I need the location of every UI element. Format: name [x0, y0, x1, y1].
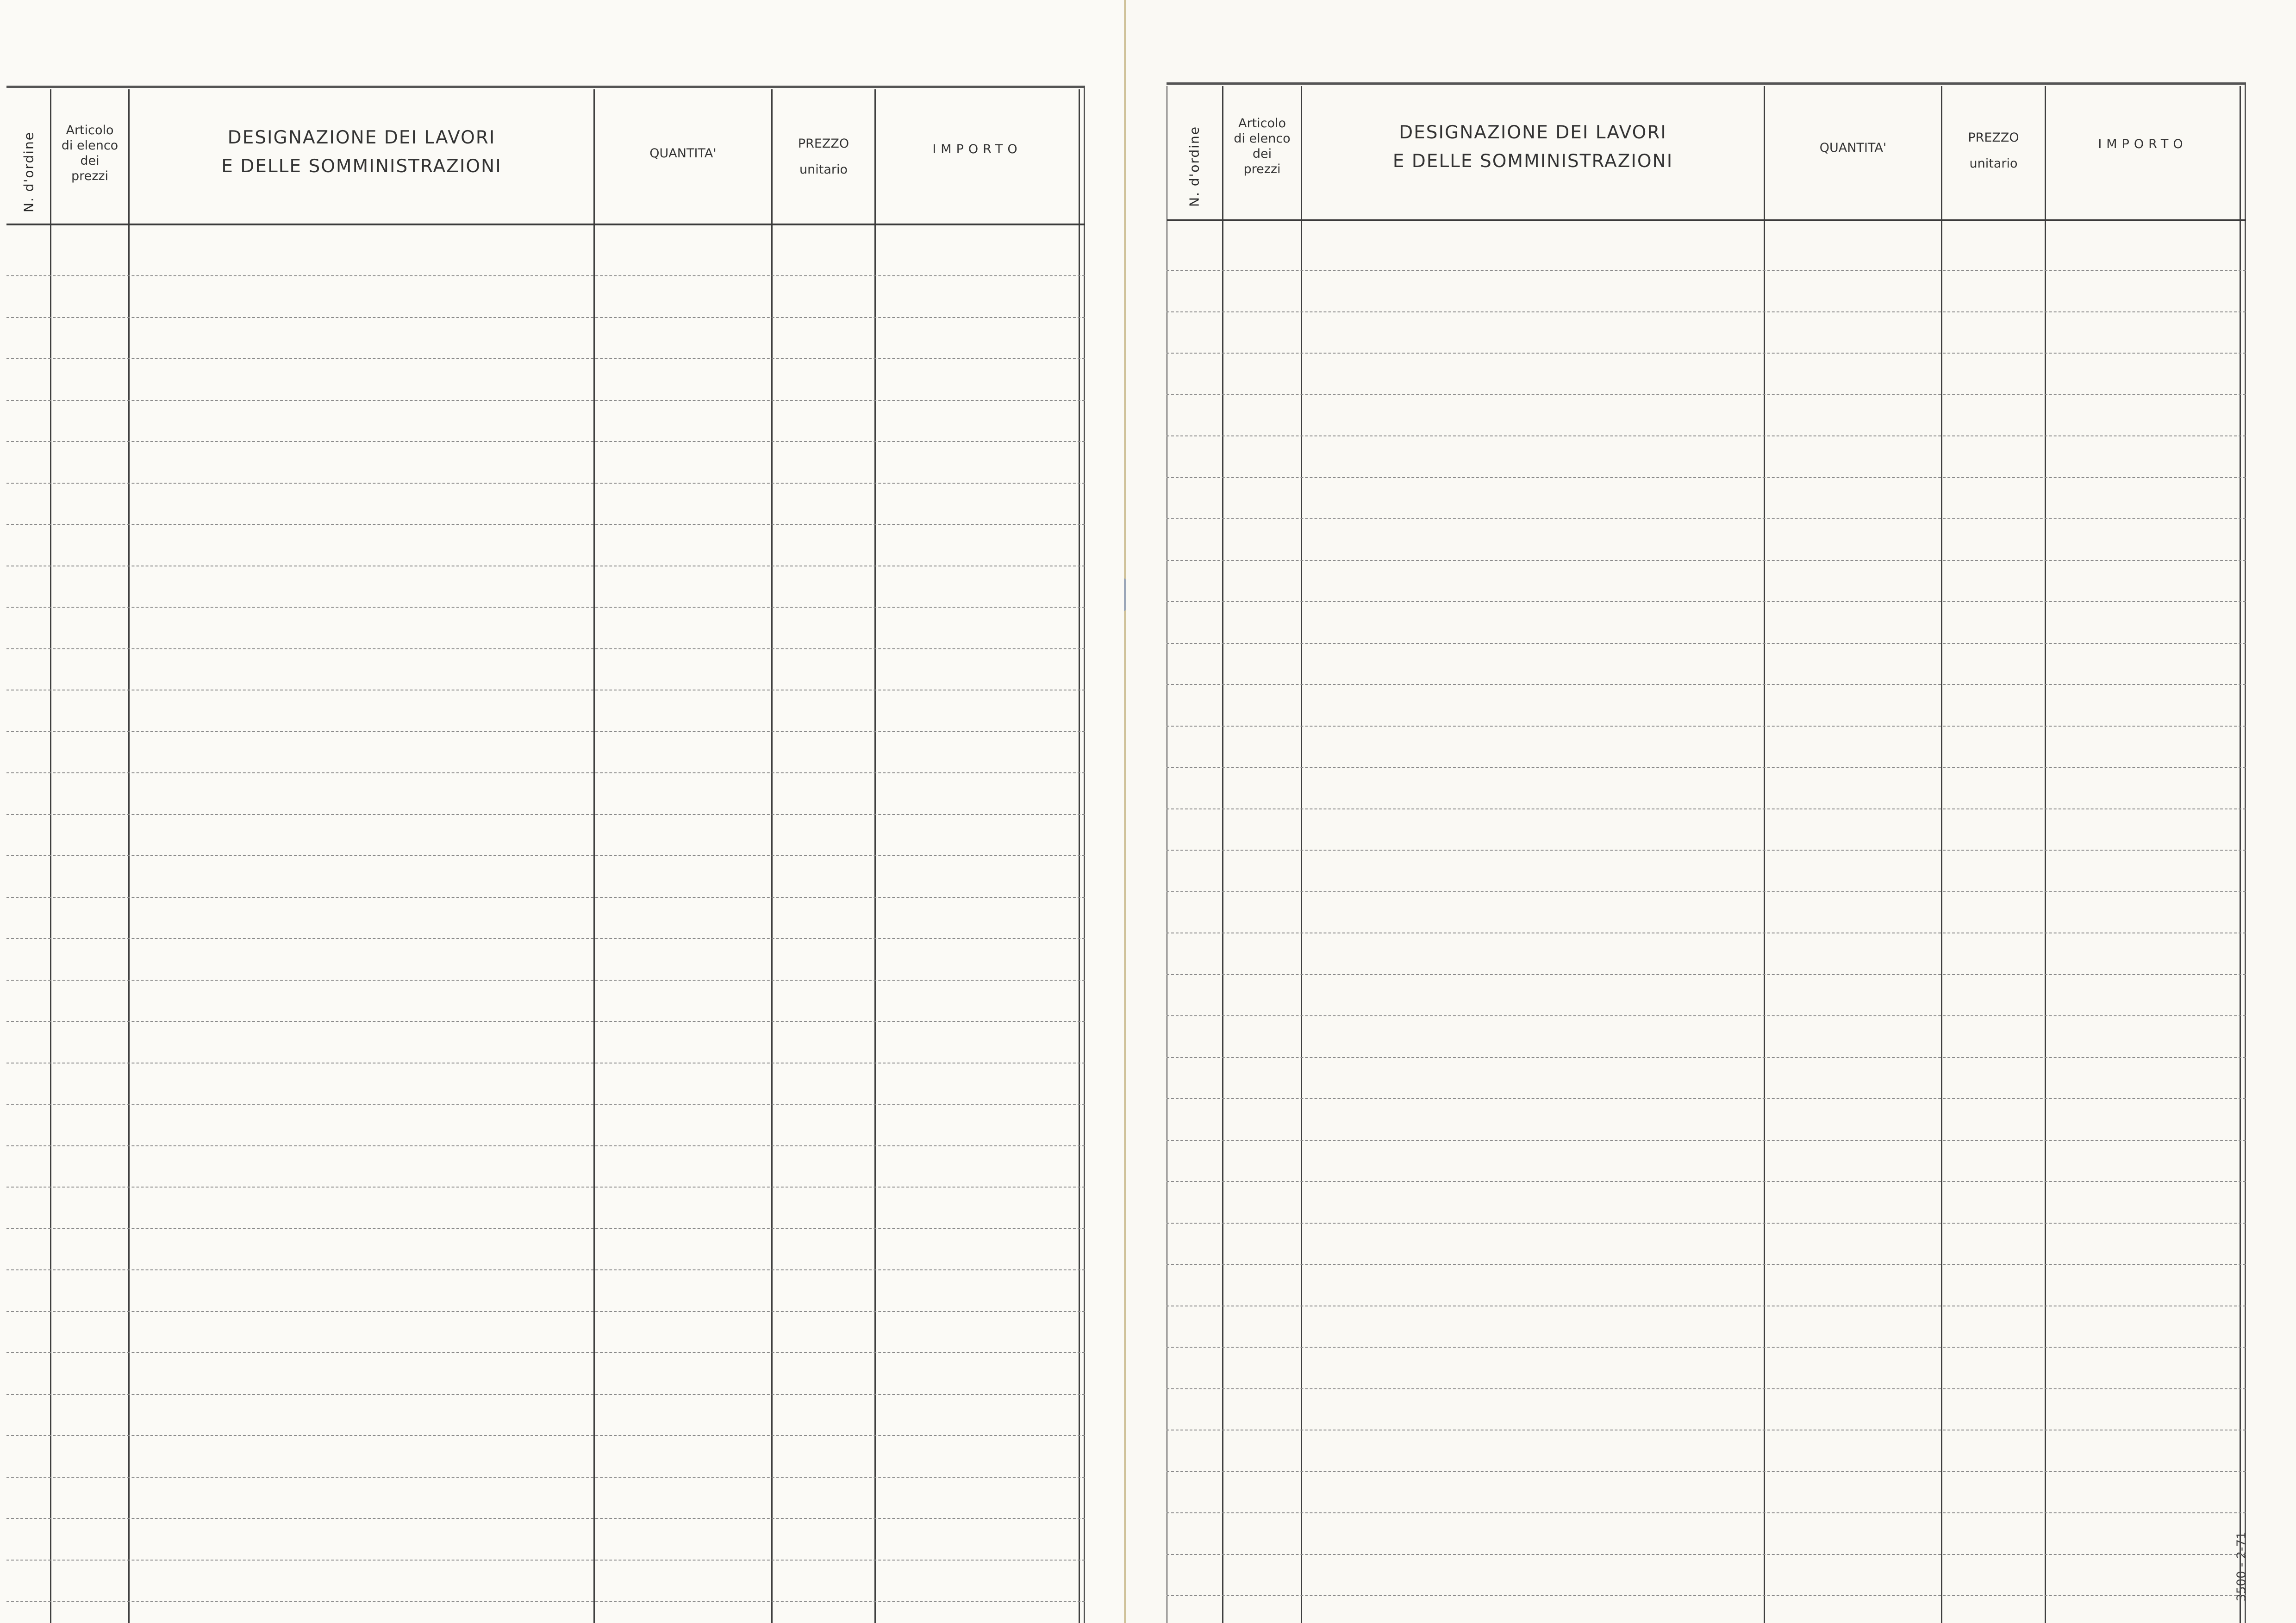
row-rule — [6, 980, 1085, 981]
header-quantita: QUANTITA' — [649, 146, 717, 161]
header-prezzo-line: unitario — [799, 162, 848, 177]
row-rule — [6, 855, 1085, 856]
header-articolo-line: dei — [80, 154, 100, 168]
row-rule — [6, 275, 1085, 276]
ledger-table — [1167, 82, 2246, 1623]
column-divider-quantita — [1941, 86, 1942, 1623]
row-rule — [6, 441, 1085, 442]
row-rule — [6, 1021, 1085, 1022]
column-divider-numero — [50, 89, 51, 1623]
row-rule — [6, 1352, 1085, 1353]
row-rule — [1167, 1347, 2246, 1348]
header-designazione — [1302, 118, 1764, 176]
header-prezzo — [1942, 125, 2045, 177]
row-rule — [6, 1228, 1085, 1229]
row-rule — [6, 1601, 1085, 1602]
header-articolo-line: Articolo — [1238, 116, 1286, 131]
row-rule — [6, 1311, 1085, 1312]
header-numero-ordine: N. d'ordine — [21, 131, 37, 212]
column-divider-quantita — [771, 89, 773, 1623]
row-rule — [1167, 1223, 2246, 1224]
row-rule — [1167, 1512, 2246, 1513]
row-rule — [1167, 1098, 2246, 1099]
header-designazione-line: DESIGNAZIONE DEI LAVORI — [227, 127, 496, 148]
header-importo: IMPORTO — [932, 142, 1022, 156]
row-rule — [6, 1435, 1085, 1436]
header-articolo — [51, 123, 128, 184]
right-page — [1126, 0, 2296, 1623]
row-rule — [1167, 1264, 2246, 1265]
row-rule — [6, 400, 1085, 401]
row-rule — [1167, 684, 2246, 685]
header-articolo-line: di elenco — [1234, 131, 1291, 146]
header-articolo-line: prezzi — [1243, 162, 1281, 176]
row-rule — [1167, 726, 2246, 727]
header-bottom-rule — [6, 224, 1085, 225]
header-designazione — [130, 124, 593, 181]
header-designazione-line: DESIGNAZIONE DEI LAVORI — [1399, 122, 1667, 143]
header-articolo-line: Articolo — [66, 123, 114, 137]
form-code: 3500 - 2-71 — [2234, 1531, 2249, 1602]
header-articolo — [1223, 116, 1301, 177]
column-divider-importo — [2240, 86, 2241, 1623]
column-divider-numero — [1222, 86, 1223, 1623]
row-rule — [1167, 1388, 2246, 1389]
ledger-table — [6, 86, 1085, 1623]
row-rule — [6, 1187, 1085, 1188]
header-articolo-line: dei — [1252, 147, 1272, 161]
header-designazione-line: E DELLE SOMMINISTRAZIONI — [1392, 151, 1673, 172]
row-rule — [1167, 270, 2246, 271]
header-importo: IMPORTO — [2098, 137, 2188, 151]
row-rule — [6, 1269, 1085, 1270]
row-rule — [1167, 435, 2246, 436]
header-prezzo-line: unitario — [1969, 156, 2018, 171]
row-rule — [6, 1518, 1085, 1519]
table-right-border — [2245, 82, 2246, 1623]
row-rule — [1167, 394, 2246, 395]
row-rule — [6, 483, 1085, 484]
row-rule — [6, 1145, 1085, 1146]
row-rule — [6, 1104, 1085, 1105]
column-divider-importo — [1079, 89, 1080, 1623]
row-rule — [1167, 311, 2246, 312]
table-top-border — [6, 86, 1085, 88]
row-rule — [1167, 353, 2246, 354]
row-rule — [6, 358, 1085, 359]
row-rule — [1167, 477, 2246, 478]
table-right-border — [1084, 86, 1085, 1623]
row-rule — [1167, 974, 2246, 975]
row-rule — [6, 1394, 1085, 1395]
header-designazione-line: E DELLE SOMMINISTRAZIONI — [221, 156, 502, 177]
row-rule — [1167, 601, 2246, 602]
row-rule — [6, 772, 1085, 773]
row-rule — [6, 814, 1085, 815]
row-rule — [1167, 1140, 2246, 1141]
row-rule — [6, 897, 1085, 898]
row-rule — [6, 731, 1085, 732]
row-rule — [6, 607, 1085, 608]
row-rule — [1167, 808, 2246, 809]
header-prezzo-line: PREZZO — [798, 137, 849, 151]
column-divider-articolo — [1301, 86, 1302, 1623]
row-rule — [1167, 1471, 2246, 1472]
row-rule — [1167, 850, 2246, 851]
table-top-border — [1167, 82, 2246, 85]
row-rule — [1167, 891, 2246, 892]
row-rule — [1167, 518, 2246, 519]
left-page — [0, 0, 1124, 1623]
column-divider-designazione — [1764, 86, 1765, 1623]
row-rule — [1167, 1595, 2246, 1596]
column-divider-articolo — [128, 89, 130, 1623]
header-quantita: QUANTITA' — [1819, 141, 1887, 155]
row-rule — [1167, 1057, 2246, 1058]
row-rule — [1167, 1554, 2246, 1555]
column-divider-prezzo — [2045, 86, 2046, 1623]
header-prezzo-line: PREZZO — [1968, 131, 2019, 145]
row-rule — [1167, 767, 2246, 768]
column-divider-designazione — [593, 89, 595, 1623]
header-numero-ordine: N. d'ordine — [1186, 126, 1202, 207]
row-rule — [1167, 643, 2246, 644]
row-rule — [6, 524, 1085, 525]
row-rule — [6, 317, 1085, 318]
column-divider-prezzo — [874, 89, 876, 1623]
row-rule — [6, 938, 1085, 939]
row-rule — [1167, 560, 2246, 561]
row-rule — [6, 1477, 1085, 1478]
header-articolo-line: prezzi — [71, 169, 109, 183]
row-rule — [6, 1560, 1085, 1561]
row-rule — [1167, 1181, 2246, 1182]
header-articolo-line: di elenco — [61, 138, 119, 153]
header-bottom-rule — [1167, 219, 2246, 221]
row-rule — [1167, 1015, 2246, 1016]
header-prezzo — [773, 131, 874, 183]
row-rule — [6, 648, 1085, 649]
